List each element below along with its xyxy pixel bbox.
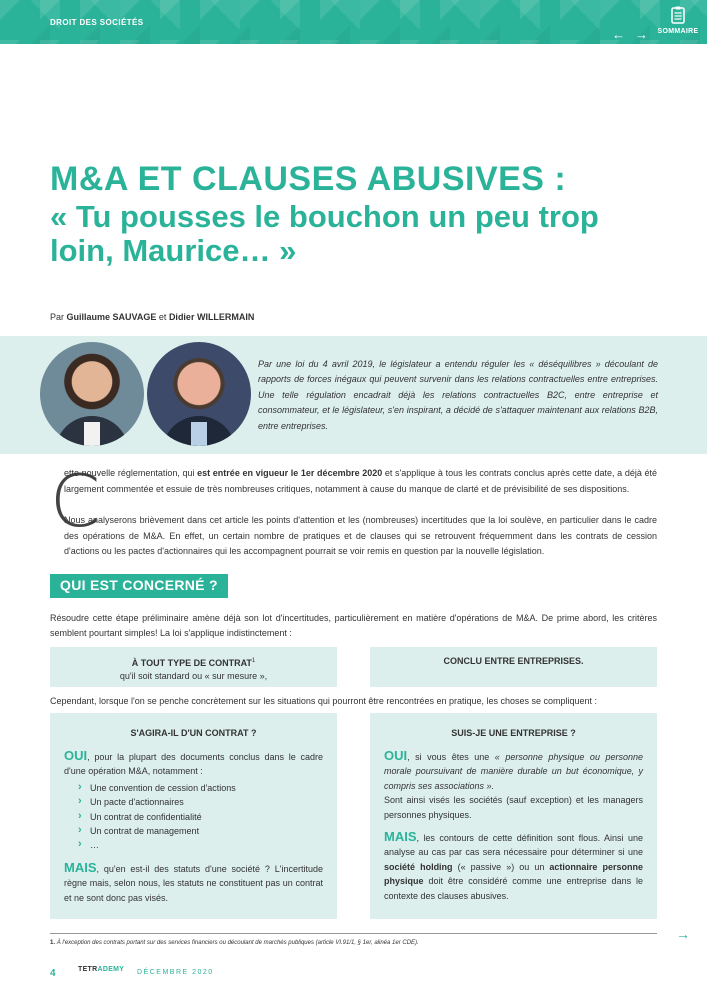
criteria-enterprises-title: CONCLU ENTRE ENTREPRISES. [443,656,584,666]
list-item: › Une convention de cession d'actions [78,781,323,795]
oui-label: OUI [384,748,408,763]
mais-label: MAIS [64,859,97,875]
page-number: 4 [50,968,56,979]
tetracademy-logo: TETRADEMY [78,966,125,973]
issue-date: DÉCEMBRE 2020 [137,969,214,976]
mais-label: MAIS [384,829,417,845]
list-item: › … [78,838,323,852]
next-page-arrow-icon[interactable]: → [676,926,690,942]
byline [50,312,254,322]
section-paragraph-2: Cependant, lorsque l'on se penche concrètement sur les situations qui pourront être rencontrées en pratique, les choses se compliquent : [50,696,598,706]
section-label: DROIT DES SOCIÉTÉS [50,18,144,27]
byline-prefix: Par [50,312,65,322]
sommaire-label: SOMMAIRE [657,28,699,35]
next-page-icon[interactable]: → [635,27,648,42]
criteria-contract-title: À TOUT TYPE DE CONTRAT [131,658,252,668]
clipboard-icon [671,6,685,24]
effective-date: est entrée en vigueur le 1er décembre 2020 [197,468,383,478]
body-paragraph-2: Nous analyserons brièvement dans cet article les points d'attention et les (nombreuses) incertitudes que la loi soulève, en particulier dans le cadre des opérations de M&A. En effet, un certain nombre de pratiques et de clauses qui se retrouvent fréquemment dans les contrats de cession d'actions ou les pactes d'actionnaires qui les accompagnent pourrait se voir remis en question par la nouvelle législation. [64,515,657,557]
page-nav [612,27,648,42]
page-title: M&A ET CLAUSES ABUSIVES : [50,160,567,198]
criteria-box-contract: À TOUT TYPE DE CONTRAT$^1$ qu'il soit standard ou « sur mesure », [50,647,337,687]
list-item: › Un contrat de confidentialité [78,810,323,824]
list-item: › Un pacte d'actionnaires [78,795,323,809]
enterprise-question-box: SUIS-JE UNE ENTREPRISE ? OUI, si vous êtes une « personne physique ou personne morale poursuivant de manière durable un but économique, y compris ses associations ». Sont ainsi visés les sociétés (sauf exception) et les managers personnes physiques. MAIS, les contours de cette définition sont flous. Ainsi une analyse au cas par cas sera nécessaire pour déterminer si une société holding (« passive ») ou un actionnaire personne physique doit être considéré comme une entreprise dans le contexte des clauses abusives. [370,713,657,919]
section-heading: QUI EST CONCERNÉ ? [50,574,228,598]
author-1: Guillaume SAUVAGE [66,312,157,322]
sommaire-button[interactable] [654,6,702,35]
body-paragraph-1: ette nouvelle réglementation, qui est entrée en vigueur le 1er décembre 2020 et s'applique à tous les contrats conclus après cette date, a déjà été largement commentée et essuie de très nombreuses critiques, notamment à cause du manque de clarté et de prévisibilité de ses dispositions. [64,468,657,494]
footnote-divider [50,933,657,934]
oui-label: OUI [64,748,88,763]
criteria-box-enterprises [370,647,657,687]
page-subtitle: « Tu pousses le bouchon un peu trop loin, Maurice… » [50,199,599,268]
byline-conj: et [158,312,167,322]
drop-cap: C [50,459,101,543]
list-item: › Un contrat de management [78,824,323,838]
contract-question-box: S'AGIRA-IL D'UN CONTRAT ? OUI, pour la plupart des documents conclus dans le cadre d'une opération M&A, notamment : › Une convention de cession d'actions › Un pacte d'actionnaires › Un contrat de confidentialité › Un contrat de management › … MAIS, qu'en est-il des statuts d'une société ? L'incertitude règne mais, selon nous, les statuts ne constituent pas un contrat et ne sont donc pas visés. [50,713,337,919]
author-1-photo [40,342,144,446]
criteria-contract-sub: qu'il soit standard ou « sur mesure », [119,671,268,681]
author-2-photo [147,342,251,446]
footnote: 1. À l'exception des contrats portant sur des services financiers ou découlant de marchés publiques (article VI.91/1, § 1er, alinéa 1er CDE). [50,940,419,946]
intro-text: Par une loi du 4 avril 2019, le législateur a entendu réguler les « déséquilibres » découlant de rapports de forces inégaux qui peuvent survenir dans les relations contractuelles entre entreprises. Une telle régulation encadrait déjà les relations contractuelles B2C, entre entreprise et consommateur, et le législateur, s'en inspirant, a décidé de s'attaquer maintenant aux relations B2B, entre entreprises. [258,359,658,431]
enterprise-question-heading: SUIS-JE UNE ENTREPRISE ? [451,728,576,738]
contract-list [78,781,323,853]
section-paragraph-1: Résoudre cette étape préliminaire amène déjà son lot d'incertitudes, particulièrement en matière d'opérations de M&A. De prime abord, les critères semblent pourtant simples! La loi s'applique indistinctement : [50,613,657,639]
prev-page-icon[interactable]: ← [612,27,625,42]
contract-question-heading: S'AGIRA-IL D'UN CONTRAT ? [130,728,257,738]
author-2: Didier WILLERMAIN [168,312,255,322]
